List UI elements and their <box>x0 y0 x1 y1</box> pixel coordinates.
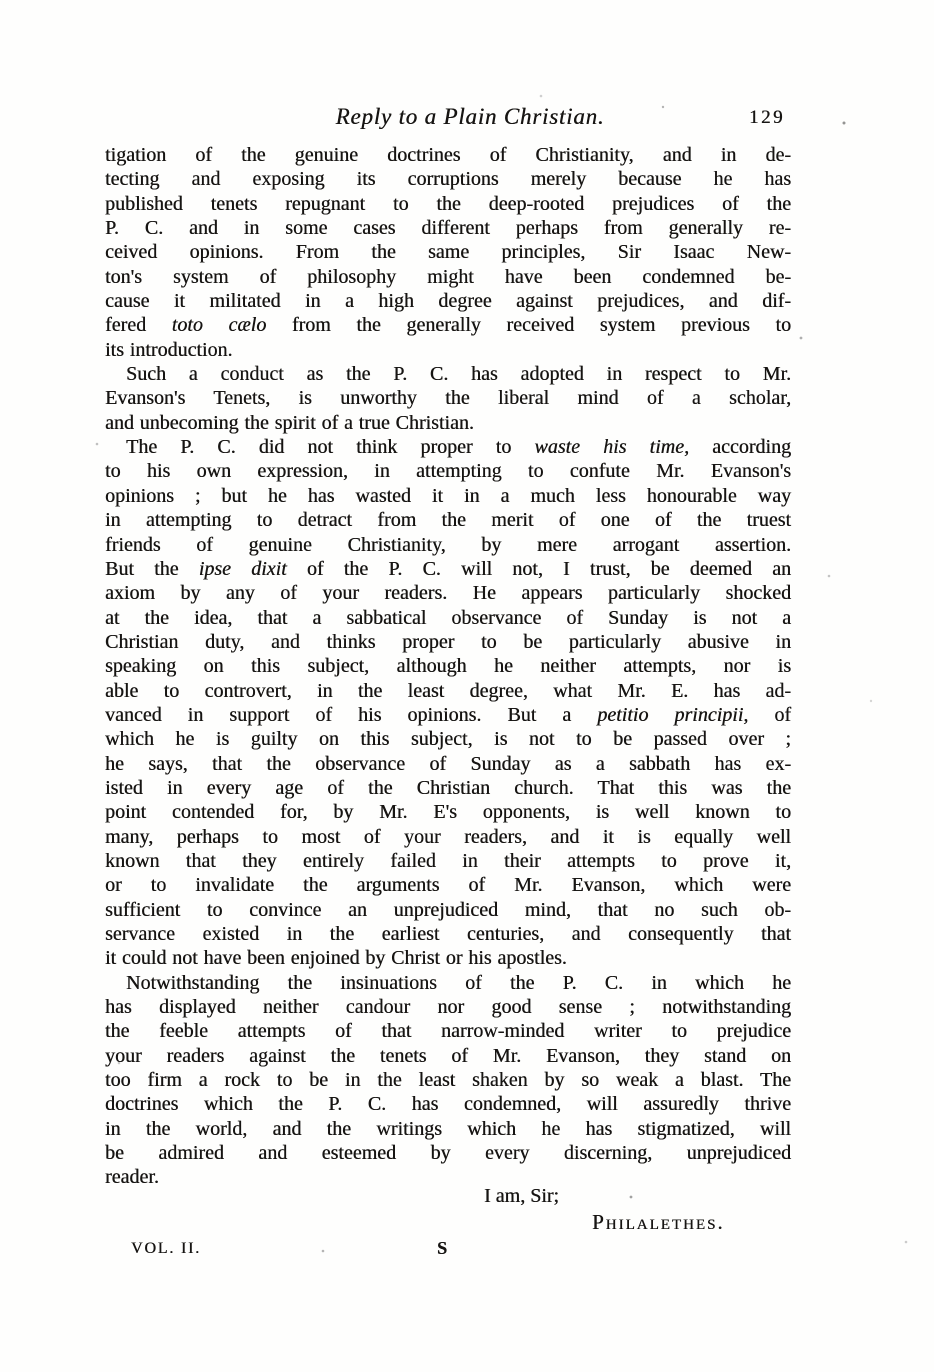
text-segment: its introduction. <box>105 338 233 361</box>
text-line <box>105 411 791 435</box>
text-line <box>105 313 791 337</box>
running-head <box>105 104 791 132</box>
text-segment: too firm a rock to be in the least shaken by so weak a blast. The <box>105 1069 791 1092</box>
text-line <box>105 946 791 970</box>
text-line <box>105 898 791 922</box>
text-segment: reader. <box>105 1166 159 1189</box>
text-line <box>105 703 791 727</box>
text-line <box>105 338 791 362</box>
text-segment: friends of genuine Christianity, by mere arrogant assertion. <box>105 533 791 556</box>
text-line <box>105 1141 791 1165</box>
text-line <box>105 971 791 995</box>
text-segment: many, perhaps to most of your readers, and it is equally well <box>105 825 791 848</box>
text-line <box>105 1068 791 1092</box>
text-segment: ceived opinions. From the same principles, Sir Isaac New- <box>105 241 791 264</box>
text-line <box>105 557 791 581</box>
volume-label: VOL. II. <box>131 1240 201 1257</box>
text-segment: to his own expression, in attempting to confute Mr. Evanson's <box>105 460 791 483</box>
text-segment: cause it militated in a high degree against prejudices, and dif- <box>105 290 791 313</box>
text-line <box>105 922 791 946</box>
text-segment: from the generally received system previous to <box>266 314 792 337</box>
text-line <box>105 1044 791 1068</box>
text-segment: at the idea, that a sabbatical observance of Sunday is not a <box>105 606 791 629</box>
text-line <box>105 776 791 800</box>
text-segment: able to controvert, in the least degree, what Mr. E. has ad- <box>105 679 791 702</box>
text-line <box>105 265 791 289</box>
text-segment: of <box>748 703 791 726</box>
text-segment: known that they entirely failed in their attempts to prove it, <box>105 849 791 872</box>
text-line <box>105 1019 791 1043</box>
scan-noise <box>0 0 2 2</box>
text-line <box>105 630 791 654</box>
text-segment: servance existed in the earliest centuries, and consequently that <box>105 923 791 945</box>
text-segment: or to invalidate the arguments of Mr. Evanson, which were <box>105 874 791 897</box>
text-line <box>105 1092 791 1116</box>
text-segment: axiom by any of your readers. He appears particularly shocked <box>105 582 791 605</box>
text-segment: the feeble attempts of that narrow-minded writer to prejudice <box>105 1020 791 1043</box>
italic-text-segment: toto cælo <box>171 314 267 337</box>
text-line <box>105 508 791 532</box>
text-segment: opinions ; but he has wasted it in a much less honourable way <box>105 484 791 507</box>
text-segment: Evanson's Tenets, is unworthy the liberal mind of a scholar, <box>105 387 791 410</box>
text-line <box>105 143 791 167</box>
text-segment: The P. C. did not think proper to <box>126 436 535 459</box>
text-segment: sufficient to convince an unprejudiced mind, that no such ob- <box>105 898 791 921</box>
text-segment: P. C. and in some cases different perhaps from generally re- <box>105 217 791 240</box>
text-segment: fered <box>105 314 172 337</box>
italic-text-segment: ipse dixit <box>198 557 287 580</box>
text-segment: speaking on this subject, although he neither attempts, nor is <box>105 655 791 678</box>
text-line <box>105 995 791 1019</box>
text-segment: Such a conduct as the P. C. has adopted in respect to Mr. <box>126 363 791 386</box>
text-line <box>105 606 791 630</box>
text-line <box>105 1165 791 1189</box>
text-segment: which he is guilty on this subject, is not to be passed over ; <box>105 728 791 751</box>
text-segment: ton's system of philosophy might have been condemned be- <box>105 265 791 288</box>
text-segment: tecting and exposing its corruptions merely because he has <box>105 168 791 191</box>
text-line <box>105 192 791 216</box>
text-segment: it could not have been enjoined by Christ or his apostles. <box>105 947 567 970</box>
text-line <box>105 240 791 264</box>
text-segment: your readers against the tenets of Mr. Evanson, they stand on <box>105 1044 791 1067</box>
text-line <box>105 484 791 508</box>
text-line <box>105 581 791 605</box>
text-segment: be admired and esteemed by every discerning, unprejudiced <box>105 1142 791 1165</box>
text-line <box>105 679 791 703</box>
printer-signature-mark: S <box>437 1238 448 1258</box>
text-line <box>105 362 791 386</box>
text-segment: according <box>689 436 791 459</box>
text-segment: and unbecoming the spirit of a true Christian. <box>105 411 474 434</box>
text-segment: published tenets repugnant to the deep-rooted prejudices of the <box>105 192 791 215</box>
text-line <box>105 654 791 678</box>
text-line <box>105 849 791 873</box>
text-line <box>105 216 791 240</box>
text-line <box>105 459 791 483</box>
text-segment: of the P. C. will not, I trust, be deemed an <box>286 557 791 580</box>
text-line <box>105 727 791 751</box>
text-segment: has displayed neither candour nor good sense ; notwithstanding <box>105 996 791 1019</box>
italic-text-segment: petitio principii, <box>597 703 749 726</box>
text-segment: tigation of the genuine doctrines of Christianity, and in de- <box>105 144 791 166</box>
text-segment: in the world, and the writings which he has stigmatized, will <box>105 1117 791 1140</box>
text-line <box>105 1117 791 1141</box>
text-line <box>105 289 791 313</box>
body-text <box>105 143 791 1190</box>
text-line <box>105 800 791 824</box>
page-title: Reply to a Plain Christian. <box>335 104 605 129</box>
text-line <box>105 435 791 459</box>
text-segment: vanced in support of his opinions. But a <box>105 703 598 726</box>
text-line <box>105 167 791 191</box>
page-number: 129 <box>749 107 785 128</box>
closing-salutation: I am, Sir; <box>484 1185 559 1207</box>
text-segment: Notwithstanding the insinuations of the P. C. in which he <box>126 971 791 994</box>
text-line <box>105 533 791 557</box>
text-line <box>105 873 791 897</box>
text-segment: isted in every age of the Christian church. That this was the <box>105 776 791 799</box>
text-segment: point contended for, by Mr. E's opponents, is well known to <box>105 801 791 824</box>
text-segment: in attempting to detract from the merit of one of the truest <box>105 509 791 532</box>
text-line <box>105 386 791 410</box>
author-signature: Philalethes. <box>592 1210 725 1234</box>
italic-text-segment: waste his time, <box>534 436 689 459</box>
text-line <box>105 825 791 849</box>
text-line <box>105 752 791 776</box>
text-segment: Christian duty, and thinks proper to be particularly abusive in <box>105 630 791 653</box>
text-segment: doctrines which the P. C. has condemned, will assuredly thrive <box>105 1093 791 1116</box>
text-segment: he says, that the observance of Sunday as a sabbath has ex- <box>105 752 791 775</box>
text-segment: But the <box>105 557 199 580</box>
